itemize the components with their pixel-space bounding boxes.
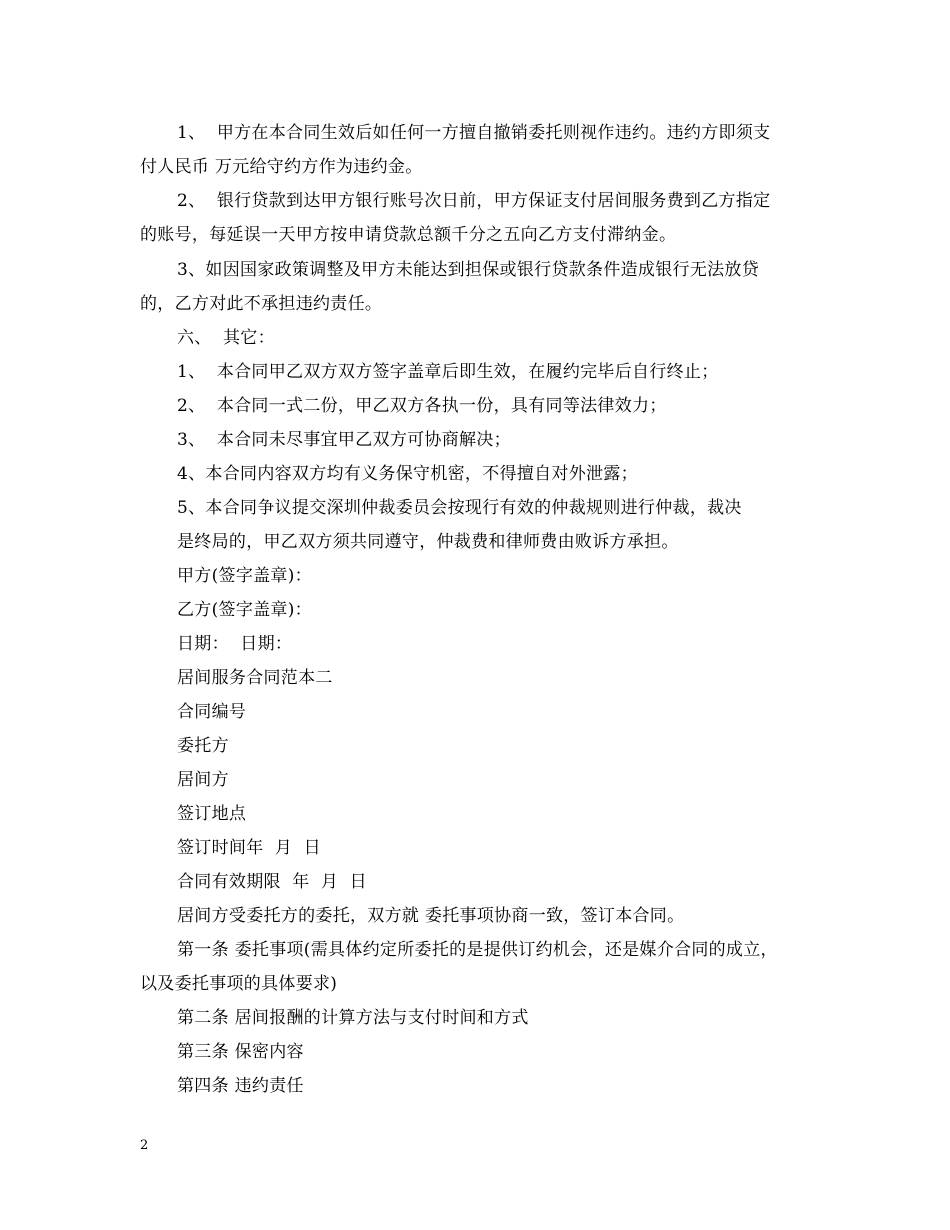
other-item-5-line-2: 是终局的，甲乙双方须共同遵守，仲裁费和律师费由败诉方承担。: [177, 532, 679, 552]
clause-1-line-1: 1、 甲方在本合同生效后如任何一方擅自撤销委托则视作违约。违约方即须支: [177, 123, 771, 143]
clause-2-line-2: 的账号，每延误一天甲方按申请贷款总额千分之五向乙方支付滞纳金。: [140, 225, 677, 245]
contract-number-label: 合同编号: [177, 702, 247, 722]
other-item-5-line-1: 5、本合同争议提交深圳仲裁委员会按现行有效的仲裁规则进行仲裁，裁决: [177, 498, 742, 518]
other-item-1: 1、 本合同甲乙双方双方签字盖章后即生效，在履约完毕后自行终止；: [177, 362, 719, 382]
page-number: 2: [140, 1138, 149, 1153]
article-4: 第四条 违约责任: [177, 1076, 304, 1096]
article-3: 第三条 保密内容: [177, 1042, 304, 1062]
contract-preamble: 居间方受委托方的委托，双方就 委托事项协商一致，签订本合同。: [177, 906, 685, 926]
clause-1-line-2: 付人民币 万元给守约方作为违约金。: [140, 157, 423, 177]
template-two-title: 居间服务合同范本二: [177, 668, 333, 688]
clause-2-line-1: 2、 银行贷款到达甲方银行账号次日前，甲方保证支付居间服务费到乙方指定: [177, 191, 771, 211]
party-b-signature: 乙方(签字盖章)：: [177, 600, 312, 620]
article-1-line-2: 以及委托事项的具体要求): [140, 974, 338, 994]
clause-3-line-1: 3、如因国家政策调整及甲方未能达到担保或银行贷款条件造成银行无法放贷: [177, 260, 760, 280]
broker-label: 居间方: [177, 770, 229, 790]
validity-period-label: 合同有效期限 年 月 日: [177, 872, 367, 892]
section-six-heading: 六、 其它：: [177, 328, 275, 348]
other-item-4: 4、本合同内容双方均有义务保守机密，不得擅自对外泄露；: [177, 464, 638, 484]
other-item-2: 2、 本合同一式二份，甲乙双方各执一份，具有同等法律效力；: [177, 396, 667, 416]
party-a-signature: 甲方(签字盖章)：: [177, 566, 312, 586]
client-label: 委托方: [177, 736, 229, 756]
signing-time-label: 签订时间年 月 日: [177, 838, 321, 858]
other-item-3: 3、 本合同未尽事宜甲乙双方可协商解决；: [177, 430, 511, 450]
article-2: 第二条 居间报酬的计算方法与支付时间和方式: [177, 1008, 529, 1028]
signing-dates: 日期： 日期：: [177, 634, 293, 654]
signing-place-label: 签订地点: [177, 804, 247, 824]
clause-3-line-2: 的，乙方对此不承担违约责任。: [140, 294, 383, 314]
article-1-line-1: 第一条 委托事项(需具体约定所委托的是提供订约机会，还是媒介合同的成立，: [177, 940, 778, 960]
